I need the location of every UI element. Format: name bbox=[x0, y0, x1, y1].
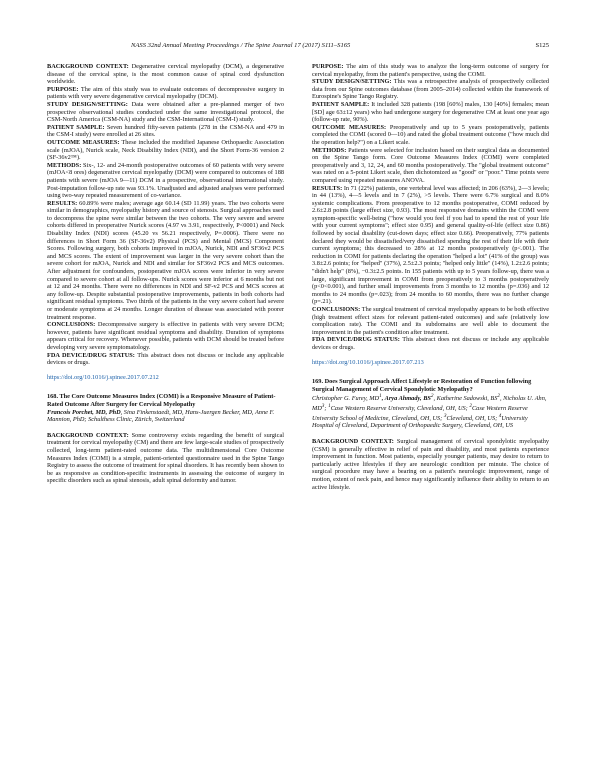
affil-sup: 2 bbox=[469, 403, 472, 410]
section-label: BACKGROUND CONTEXT: bbox=[47, 63, 129, 70]
section-label: BACKGROUND CONTEXT: bbox=[312, 438, 394, 445]
author: , Katherine Sadowski, BS bbox=[433, 395, 498, 403]
abstract-section bbox=[312, 438, 549, 491]
abstract-section bbox=[312, 185, 549, 307]
doi-link[interactable]: https://doi.org/10.1016/j.spinee.2017.07.212 bbox=[47, 373, 159, 381]
section-text: Some controversy exists regarding the benefit of surgical treatment for cervical myelopathy (CM) and there are few large-scale studies of prospectively collected, long-term patient-rated outcome data. The multidimensional Core Outcome Measures Index (COMI) is a simple, patient-oriented questionnaire used in the Spine Tango Registry to assess the outcome of treatment for spinal disorders. It has recently been shown to be as responsive as condition-specific instruments in assessing the outcome of surgery in specific disorders such as spinal stenosis, adult spinal deformity and tumor. bbox=[47, 431, 284, 485]
section-text: 60.89% were males; average age 60.14 (SD 11.99) years. The two cohorts were similar in demographics, myelopathy history and source of stenosis. Surgical approaches used to decompress the spine were similar between the two cohorts. The very severe and severe cohorts differed in preoperative Nurick scores (4.97 vs 3.91, respectively, P<0001) and Neck Disability Index (NDI) scores (45.20 vs 56.21 respectively, P=.0006). There were no differences in Short Form 36 (SF-36v2) Physical (PCS) and Mental (MCS) Component Scores. Following surgery, both cohorts improved in mJOA, Nurick, NDI and SF36v2 PCS and MCS scores. The extent of improvement was larger in the very severe cohort than the severe cohort for mJOA, Nurick and NDI and similar for SF36v2 PCS and MCS outcomes. After adjustment for confounders, postoperative mJOA scores were inferior in very severe compared to severe cohort at all follow-ups. Nurick scores were inferior at 6 months but not at 12 and 24 months. There were no differences in NDI and SF-v2 PCS and MCS scores at any follow-up. Despite substantial postoperative improvements, patients in both cohorts had significant residual symptoms. Two thirds of the patients in the very severe cohort had severe or moderate symptoms at 24 months. Longer duration of disease was associated with poorer treatment response. bbox=[47, 199, 284, 321]
section-text: This abstract does not discuss or include any applicable devices or drugs. bbox=[47, 351, 284, 367]
right-column bbox=[312, 63, 549, 491]
journal-header: NASS 32nd Annual Meeting Proceedings / The Spine Journal 17 (2017) S111–S165 bbox=[131, 42, 351, 49]
abstract-section bbox=[47, 101, 284, 124]
abstract-section bbox=[47, 139, 284, 162]
author-sup: 3 bbox=[321, 403, 325, 410]
section-text: These included the modified Japanese Orthopaedic Association scale (mJOA), Nurick scale, Neck Disability Index (NDI), and the Short Form-36 version 2 (SF-36v2™). bbox=[47, 138, 284, 162]
author-sup: 2 bbox=[497, 393, 500, 400]
abstract-section bbox=[312, 147, 549, 185]
section-text: The aim of this study was to evaluate outcomes of decompressive surgery in patients with very severe degenerative cervical myelopathy (DCM). bbox=[47, 85, 284, 101]
section-text: The aim of this study was to analyze the long-term outcome of surgery for cervical myelopathy, from the patient's perspective, using the COMI. bbox=[312, 63, 549, 78]
section-label: CONCLUSIONS: bbox=[312, 306, 361, 313]
running-header bbox=[47, 42, 549, 52]
author: Christopher G. Furey, MD bbox=[312, 395, 380, 403]
separator: ; bbox=[324, 405, 329, 413]
affil-sup: 3 bbox=[443, 412, 447, 419]
abstract-section bbox=[312, 101, 549, 124]
abstract-section bbox=[47, 124, 284, 139]
author-sup: 1 bbox=[379, 393, 382, 400]
section-label: PURPOSE: bbox=[47, 85, 79, 93]
section-text: Six-, 12- and 24-month postoperative outcomes of 60 patients with very severe (mJOA<8 ores) degenerative cervical myelopathy (DCM) were compared to outcomes of 188 patients with severe (mJOA 9—11) DCM in a prospective, observational international study. Post-imputation follow-up rate was 93.1%. Unadjusted and adjusted analyses were performed using two-way repeated measurement of co-variance. bbox=[47, 161, 284, 200]
section-label: PATIENT SAMPLE: bbox=[312, 100, 370, 108]
article-title: 169. Does Surgical Approach Affect Lifestyle or Restoration of Function following Surgical Management of Cervical Spondylotic Myelopathy? bbox=[312, 378, 532, 393]
affil-sup: 4 bbox=[498, 412, 502, 419]
section-label: METHODS: bbox=[47, 161, 82, 169]
author-list bbox=[47, 409, 284, 424]
author-sup: 2 bbox=[430, 393, 434, 400]
section-label: OUTCOME MEASURES: bbox=[47, 138, 120, 146]
section-text: The surgical treatment of cervical myelopathy appears to be both effective (high treatment effect sizes for relevant patient-rated outcomes) and safe (relatively low complication rate). The COMI and its subdomains are well able to document the improvement in the patient's condition after treatment. bbox=[312, 306, 549, 336]
section-text: Patients were selected for inclusion based on their surgical data as documented on the Spine Tango form. Core Outcome Measures Index (COMI) were completed preoperatively and 3, 12, 24, and 60 months postoperatively. The "global treatment outcome" was rated on a 5-point Likert scale, then dichotomized as "good" or "poor." Time points were compared using repeated measures ANOVA. bbox=[312, 146, 549, 184]
author-list bbox=[312, 393, 549, 430]
section-label: STUDY DESIGN/SETTING: bbox=[47, 100, 128, 108]
section-text: Preoperatively and up to 5 years postoperatively, patients completed the COMI (scored 0—10) and rated the global treatment outcome ("how much did the operation help?") on a Likert scale. bbox=[312, 123, 549, 146]
section-text: Degenerative cervical myelopathy (DCM), a degenerative disease of the cervical spine, is the most common cause of spinal cord dysfunction worldwide. bbox=[47, 63, 284, 86]
affil-sup: 1 bbox=[328, 403, 331, 410]
section-label: PURPOSE: bbox=[312, 63, 344, 70]
affiliation: Case Western Reserve University School of Medicine, Cleveland, OH, US; bbox=[312, 405, 528, 422]
section-label: OUTCOME MEASURES: bbox=[312, 123, 387, 131]
doi-link[interactable]: https://doi.org/10.1016/j.spinee.2017.07.213 bbox=[312, 358, 424, 366]
left-column bbox=[47, 63, 284, 485]
section-label: FDA DEVICE/DRUG STATUS: bbox=[47, 351, 135, 359]
abstract-section bbox=[312, 78, 549, 101]
section-text: Data were obtained after a pre-planned merger of two prospective observational studies conducted under the same investigational protocol, the CSM-North America (CSM-NA) study and the CSM-International (CSM-I) study. bbox=[47, 100, 284, 124]
section-label: RESULTS: bbox=[47, 199, 78, 207]
abstract-section bbox=[47, 200, 284, 322]
section-text: Seven hundred fifty-seven patients (278 in the CSM-NA and 479 in the CSM-I study) were enrolled at 26 sites. bbox=[47, 123, 284, 139]
spacer bbox=[312, 430, 549, 438]
abstract-section bbox=[47, 63, 284, 86]
section-text: Decompressive surgery is effective in patients with very severe DCM; however, patients have significant residual symptoms and disability. Duration of symptoms appears critical for recovery. Whenever possible, patients with DCM should be treated before developing very severe symptomatology. bbox=[47, 321, 285, 351]
abstract-section bbox=[312, 336, 549, 351]
section-text: This was a retrospective analysis of prospectively collected data from our Spine outcomes database (from 2005–2014) collected within the framework of Eurospine's Spine Tango Registry. bbox=[312, 78, 549, 101]
presenting-author: , Arya Ahmady, BS bbox=[381, 395, 431, 403]
affiliation: Case Western Reserve University, Cleveland, OH, US; bbox=[330, 405, 470, 413]
section-text: In 71 (22%) patients, one vertebral level was affected; in 206 (63%), 2—3 levels; in 44 (13%), 4—5 levels and in 7 (2%), >5 levels. There were 6.7% surgical and 8.0% systemic complications. From preoperative to 12 months postoperative, COMI reduced by 2.6±2.8 points (large effect size, 0.93). The most responsive domains within the COMI were symptom-specific well-being ("how would you feel if you had to spend the rest of your life with your current symptoms"; effect size 0.95) and general quality-of-life (effect size 0.86) followed by social disability (cut-down days; effect size 0.66). Preoperatively, 77% patients declared they would be dissatisfied/very dissatisfied spending the rest of their life with their current symptoms; this decreased to 28% at 12 months postoperatively (p<.001). The reduction in COMI for patients declaring the operation "helped a lot" (41% of the group) was 3.8±2.6 points; for "helped" (37%), 2.5±2.3 points; "helped only little" (14%), 1.2±2.6 points; "didn't help" (8%), −0.3±2.5 points. In 155 patients with up to 5 years follow-up, there was a large, significant improvement in COMI from preoperatively to 3 months postoperatively (p<0<0.001), and further small improvements from 3 months to 12 months (p=.036) and 12 months to 24 months (p=.023); from 24 months to 60 months, there was no further change (p=.21). bbox=[312, 184, 549, 306]
affiliation: University Hospital of Cleveland, Department of Orthopaedic Surgery, Cleveland, OH, US bbox=[312, 414, 528, 430]
section-label: METHODS: bbox=[312, 146, 347, 154]
section-text: It included 328 patients (198 [60%] males, 130 [40%] females; mean [SD] age 63±12 years) who had undergone surgery for degenerative CM at least one year ago (follow-up rate, 90%). bbox=[312, 100, 549, 124]
abstract-section bbox=[312, 63, 549, 78]
affiliation: Cleveland, OH, US; bbox=[446, 414, 499, 422]
section-label: FDA DEVICE/DRUG STATUS: bbox=[312, 336, 400, 344]
co-authors: , Sina Finkenstaedt, MD, Hans-Juergen Becker, MD, Anne F. Mannion, PhD; Schulthess Clinic, Zürich, Switzerland bbox=[47, 408, 275, 424]
section-label: BACKGROUND CONTEXT: bbox=[47, 431, 129, 439]
section-label: PATIENT SAMPLE: bbox=[47, 123, 105, 131]
section-label: CONCLUSIONS: bbox=[47, 321, 96, 329]
spacer bbox=[47, 424, 284, 432]
abstract-section bbox=[47, 432, 284, 485]
section-text: Surgical management of cervical spondylotic myelopathy (CSM) is generally effective in relief of pain and disability, and most patients experience improvement in function. Most patients, especially younger patients, may desire to return to particularly active lifestyles if they are neurologic condition per minute. The choice of surgical procedure may have a bearing on a patient's neurologic improvement, range of motion, extent of neck pain, and hence may significantly influence their ability to return to an active lifestyle. bbox=[312, 438, 549, 491]
section-label: STUDY DESIGN/SETTING: bbox=[312, 78, 392, 86]
author: , Nicholas U. Ahn, MD bbox=[312, 395, 547, 413]
abstract-section bbox=[47, 162, 284, 200]
page-number: S125 bbox=[535, 42, 549, 49]
section-label: RESULTS: bbox=[312, 184, 343, 192]
abstract-section bbox=[47, 352, 284, 367]
article-title: 168. The Core Outcome Measures Index (COMI) is a Responsive Measure of Patient-Rated Outcome After Surgery for Cervical Myelopathy bbox=[47, 393, 276, 408]
presenting-author: Francois Porchet, MD, PhD bbox=[47, 408, 121, 416]
abstract-section bbox=[312, 306, 549, 336]
section-text: This abstract does not discuss or include any applicable devices or drugs. bbox=[312, 336, 549, 351]
abstract-section bbox=[312, 124, 549, 147]
abstract-section bbox=[47, 321, 284, 351]
abstract-section bbox=[47, 86, 284, 101]
